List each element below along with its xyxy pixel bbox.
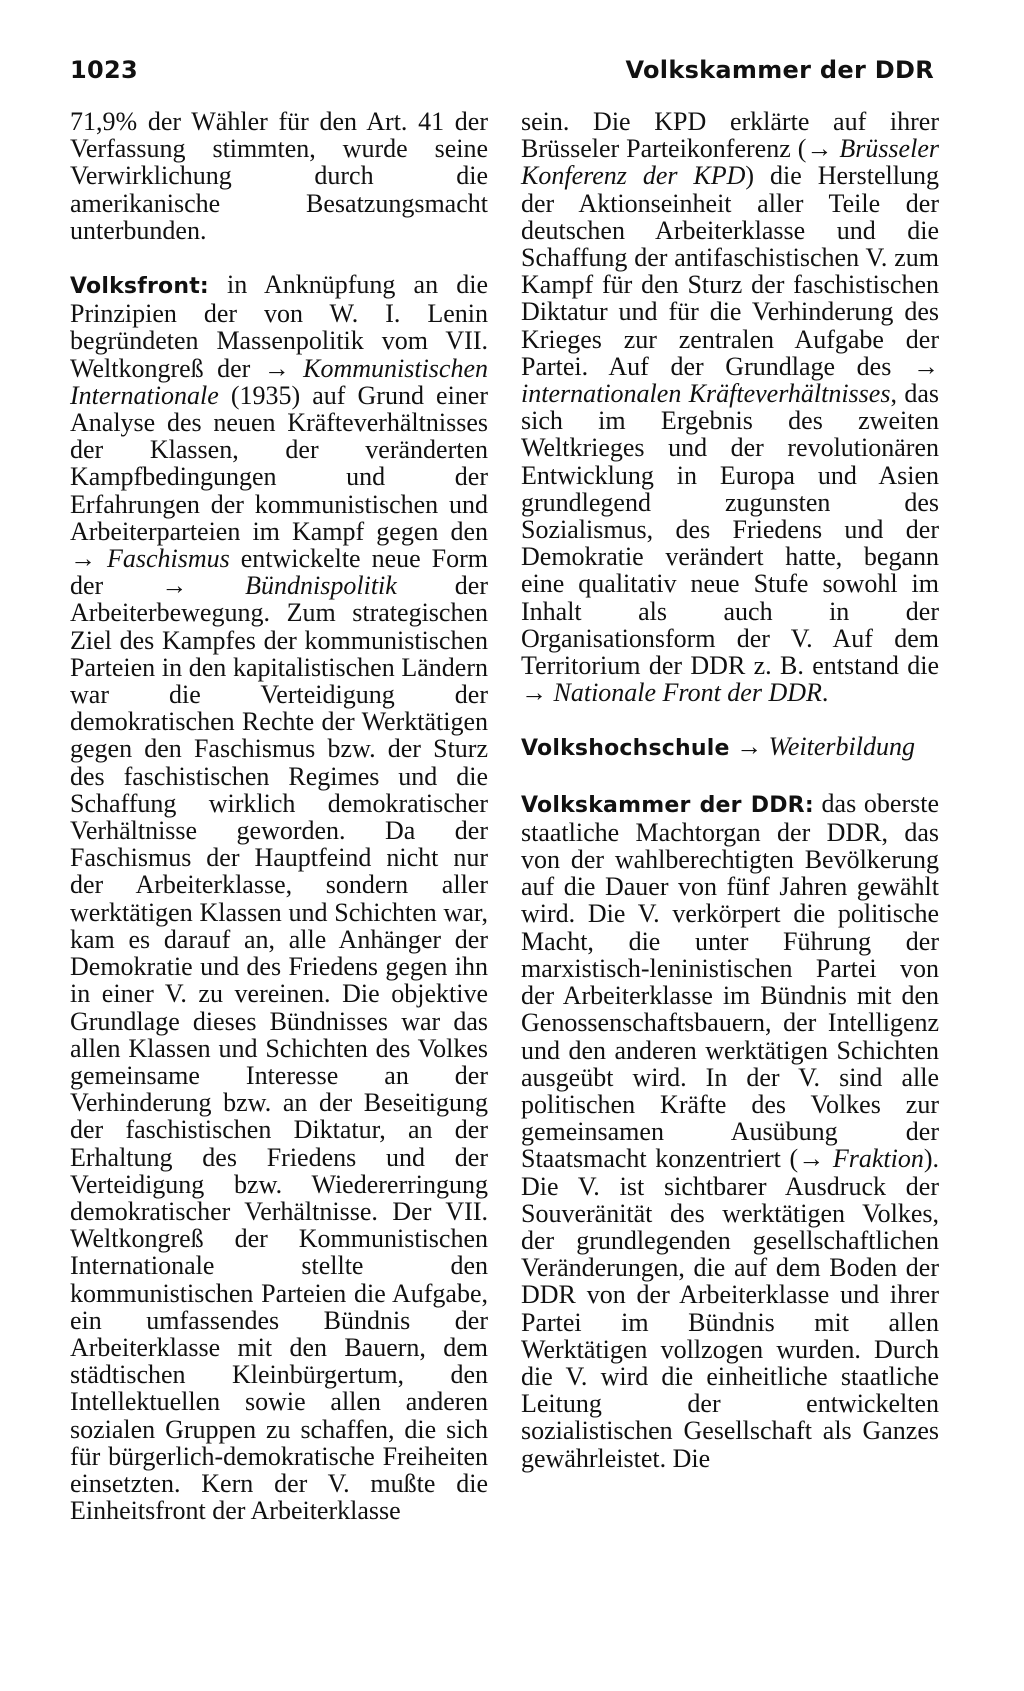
right-column xyxy=(521,108,939,1472)
entry-term: Volksfront: xyxy=(70,274,209,300)
cross-reference[interactable]: → Nationale Front der DDR xyxy=(521,678,822,708)
entry-spacer xyxy=(521,706,939,733)
cross-reference[interactable]: → Bündnispolitik xyxy=(161,571,397,601)
entry-text: , das sich im Ergebnis des zweiten Weltkrieges und der revolutionären Entwicklung in Europa und Asien grundlegend zugunsten des Sozialismus, des Friedens und der Demokratie verändert hatte, begann eine qualitativ neue Stufe sowohl im Inhalt als auch in der Organisationsform der V. Auf dem Territorium der DDR z. B. entstand die xyxy=(521,379,939,681)
cross-reference[interactable]: → Brüsseler Konferenz der KPD xyxy=(521,134,939,191)
cross-reference[interactable]: → Fraktion xyxy=(798,1144,924,1174)
cross-reference[interactable]: → internationalen Kräfteverhältnisses xyxy=(521,351,939,409)
continued-paragraph xyxy=(521,108,939,706)
entry-text: . xyxy=(821,678,829,708)
entry-volksfront xyxy=(70,271,488,1524)
running-title: Volkskammer der DDR xyxy=(625,56,934,84)
entry-text: sein. Die KPD erklärte auf ihrer Brüsseler Parteikonferenz ( xyxy=(521,107,939,164)
continued-paragraph: 71,9% der Wähler für den Art. 41 der Verfassung stimmten, wurde seine Verwirklichung durch die amerikanische Besatzungsmacht unterbunden. xyxy=(70,107,488,245)
entry-text: ). Die V. ist sichtbarer Ausdruck der Souveränität des werktätigen Volkes, der grundlegenden gesellschaftlichen Veränderungen, die auf dem Boden der DDR von der Arbeiterklasse und ihrer Partei im Bündnis mit allen Werktätigen vollzogen wurden. Durch die V. wird die einheitliche staatliche Leitung der entwickelten sozialistischen Gesellschaft als Ganzes gewährleistet. Die xyxy=(521,1144,939,1473)
left-column xyxy=(70,108,488,1524)
entry-volkshochschule xyxy=(521,733,939,762)
entry-text: das oberste staatliche Machtorgan der DDR, das von der wahlberechtigten Bevölkerung auf die Dauer von fünf Jahren gewählt wird. Die V. verkörpert die politische Macht, die unter Führung der marxistisch-leninistischen Partei von der Arbeiterklasse im Bündnis mit den Genossenschaftsbauern, der Intelligenz und den anderen werktätigen Schichten ausgeübt wird. In der V. sind alle politischen Kräfte des Volkes zur gemeinsamen Ausübung der Staatsmacht konzentriert ( xyxy=(521,788,939,1174)
entry-text: (1935) auf Grund einer Analyse des neuen Kräfteverhältnisses der Klassen, der veränderten Kampfbedingungen und der Erfahrungen der kommunistischen und Arbeiterparteien im Kampf gegen den xyxy=(70,380,488,546)
entry-term: Volkshochschule xyxy=(521,736,730,762)
entry-text: ) die Herstellung der Aktionseinheit aller Teile der deutschen Arbeiterklasse und die Schaffung der antifaschistischen V. zum Kampf für den Sturz der faschistischen Diktatur und für die Verhinderung des Krieges zur zentralen Aufgabe der Partei. Auf der Grundlage des xyxy=(521,161,939,381)
entry-term: Volkskammer der DDR: xyxy=(521,792,814,818)
cross-reference[interactable]: → Faschismus xyxy=(70,544,230,574)
entry-spacer xyxy=(521,763,939,790)
page-number: 1023 xyxy=(70,56,138,84)
entry-text: der Arbeiterbewegung. Zum strategischen Ziel des Kampfes der kommunistischen Parteien in den kapitalistischen Ländern war die Verteidigung der demokratischen Rechte der Werktätigen gegen den Faschismus bzw. der Sturz des faschistischen Regimes und die Schaffung wirklich demokratischer Verhältnisse geworden. Da der Faschismus der Hauptfeind nicht nur der Arbeiterklasse, sondern aller werktätigen Klassen und Schichten war, kam es darauf an, alle Anhänger der Demokratie und des Friedens gegen ihn in einer V. zu vereinen. Die objektive Grundlage dieses Bündnisses war das allen Klassen und Schichten des Volkes gemeinsame Interesse an der Verhinderung bzw. an der Beseitigung der faschistischen Diktatur, an der Erhaltung des Friedens und der Verteidigung bzw. Wiedererringung demokratischer Verhältnisse. Der VII. Weltkongreß der Kommunistischen Internationale stellte den kommunistischen Parteien die Aufgabe, ein umfassendes Bündnis der Arbeiterklasse mit den Bauern, dem städtischen Kleinbürgertum, den Intellektuellen sowie allen anderen sozialen Gruppen zu schaffen, die sich für bürgerlich-demokratische Freiheiten einsetzten. Kern der V. mußte die Einheitsfront der Arbeiterklasse xyxy=(70,571,489,1526)
entry-text: in Anknüpfung an die Prinzipien der von W. I. Lenin begründeten Massenpolitik vom VII. Weltkongreß der xyxy=(70,270,488,383)
cross-reference[interactable]: → Kommunistischen Internationale xyxy=(70,353,488,410)
entry-volkskammer xyxy=(521,790,939,1472)
entry-spacer xyxy=(70,244,488,271)
entry-text: entwickelte neue Form der xyxy=(70,544,488,601)
cross-reference[interactable]: → Weiterbildung xyxy=(729,732,915,762)
